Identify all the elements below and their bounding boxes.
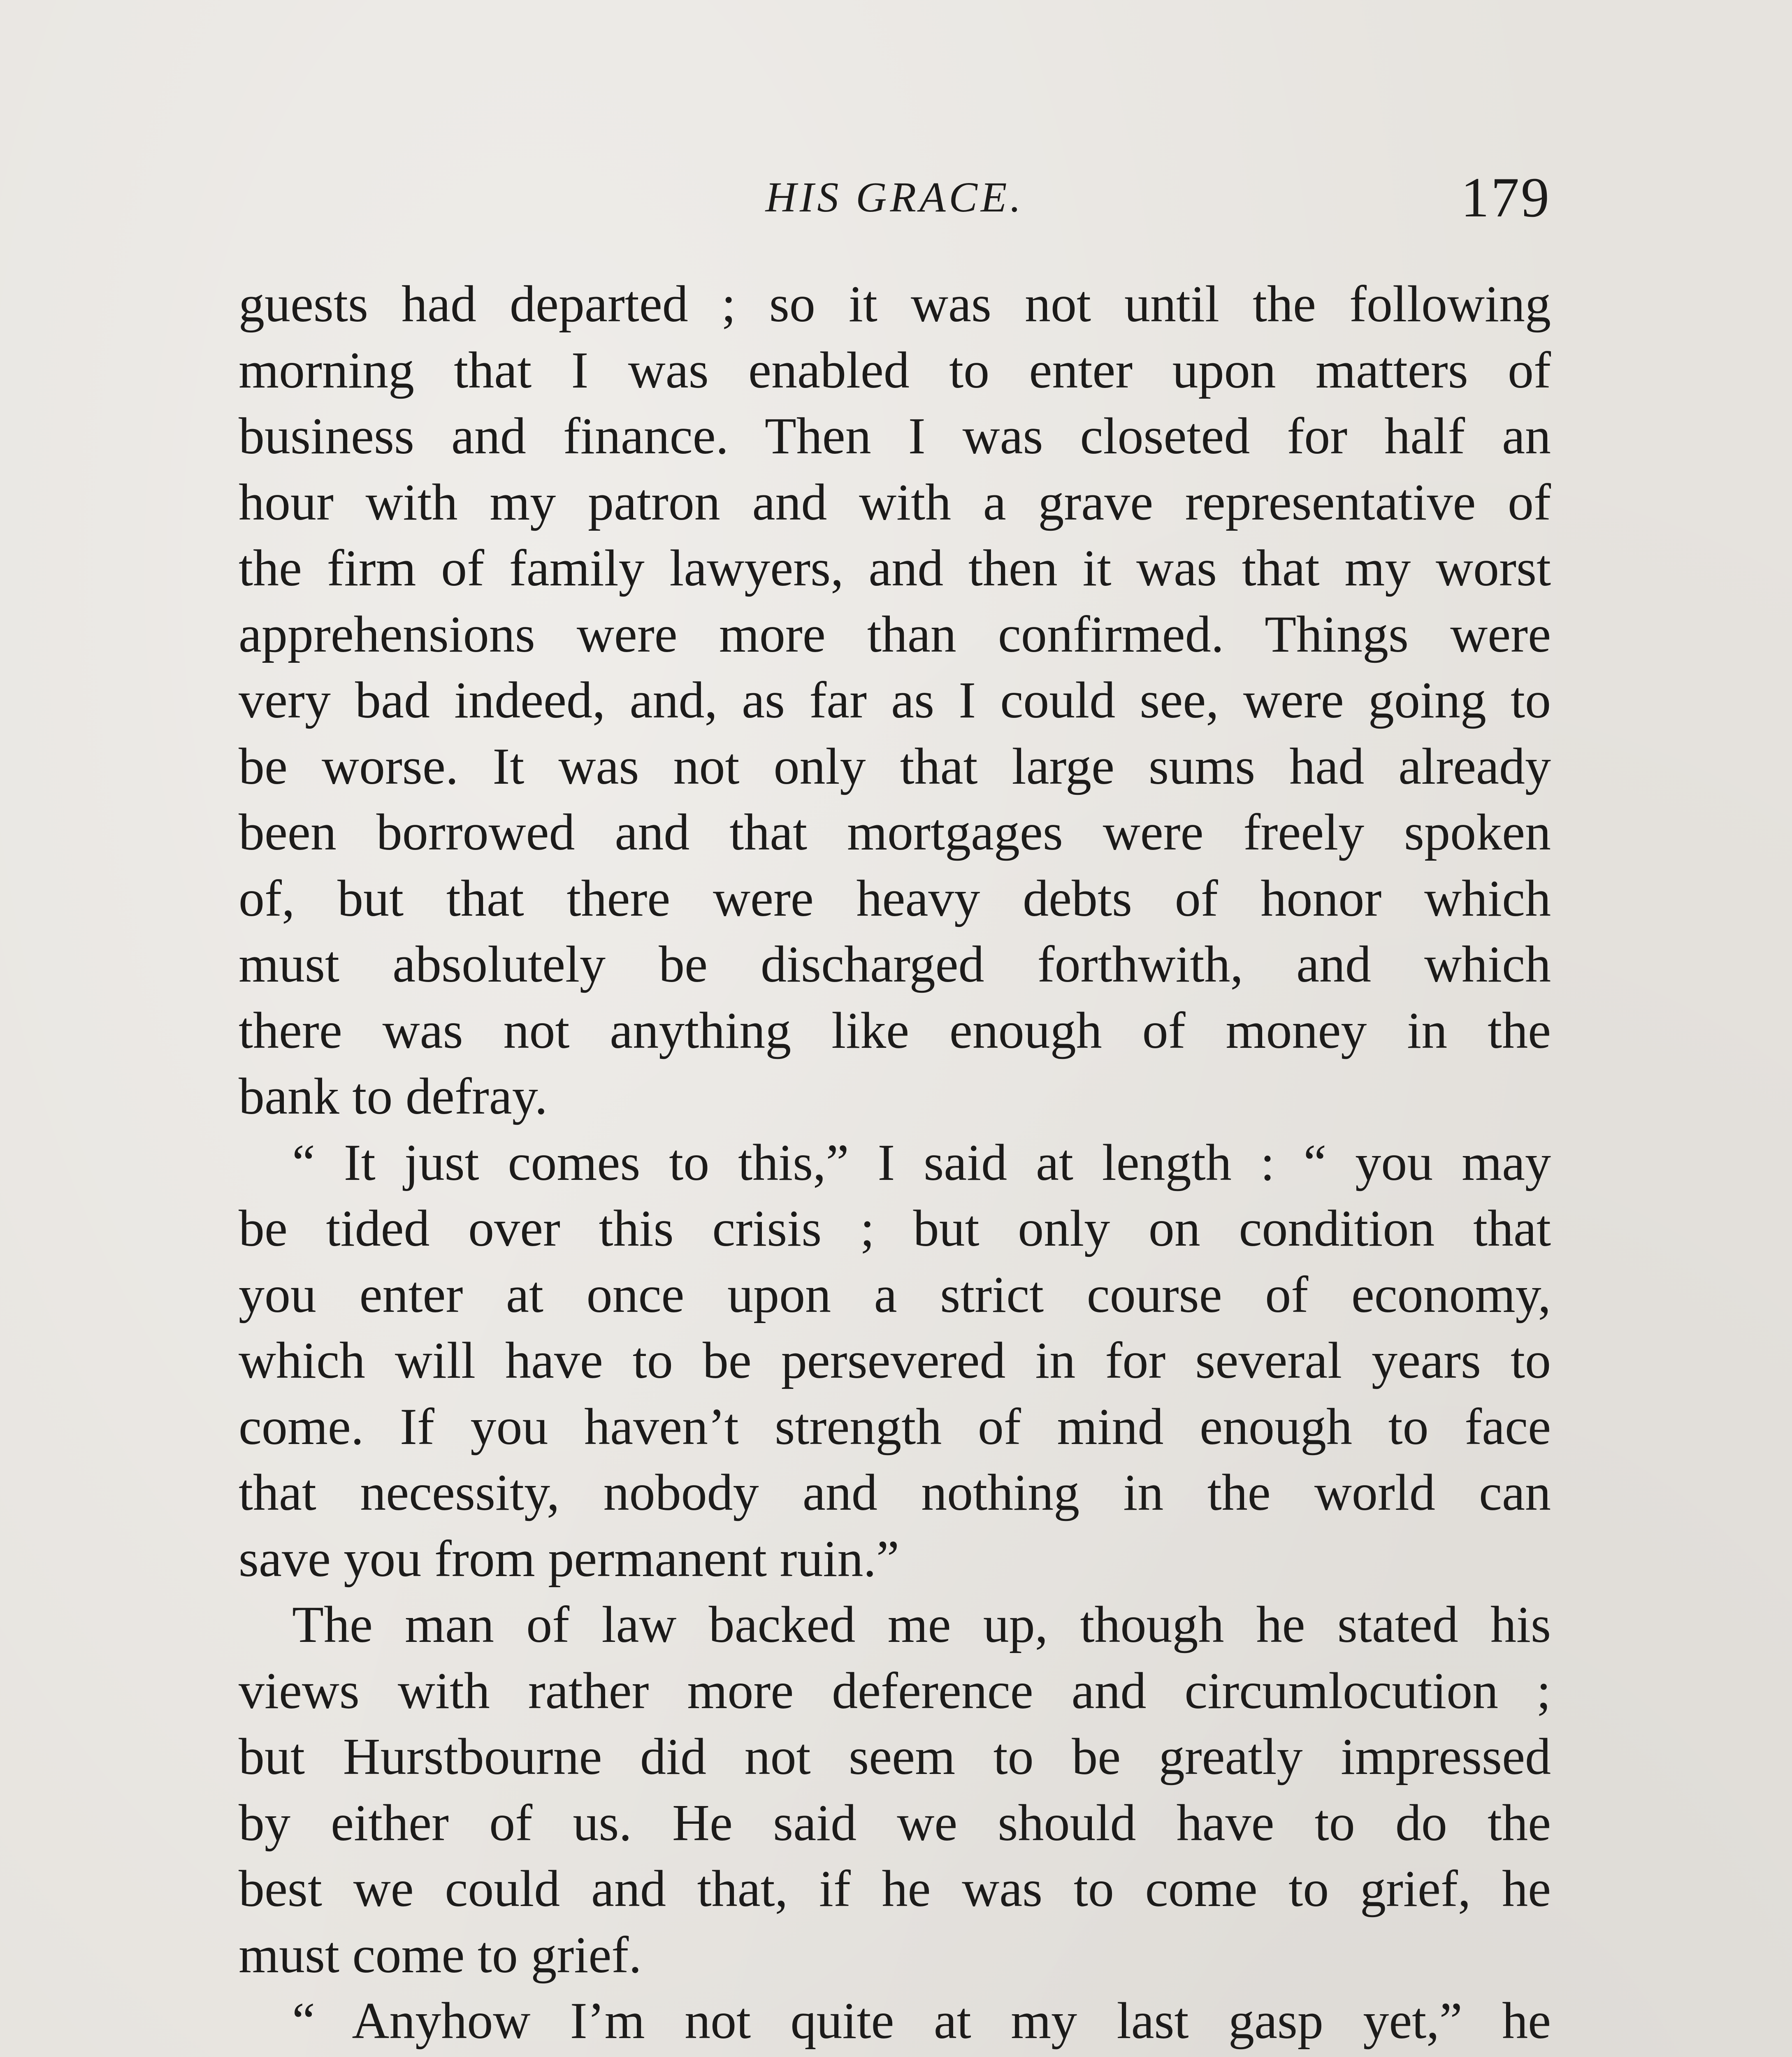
- text-line: bank to defray.: [239, 1068, 548, 1125]
- running-head: [239, 165, 1551, 234]
- text-line: very bad indeed, and, as far as I could see, were going to: [239, 672, 1551, 729]
- text-line: which will have to be persevered in for several years to: [239, 1332, 1551, 1389]
- text-line: the firm of family lawyers, and then it was that my worst: [239, 540, 1551, 597]
- text-line: “ Anyhow I’m not quite at my last gasp yet,” he: [292, 1992, 1551, 2050]
- text-line: that necessity, nobody and nothing in the world can: [239, 1464, 1551, 1521]
- page-number: 179: [1461, 166, 1551, 229]
- text-line: by either of us. He said we should have to do the: [239, 1794, 1551, 1852]
- text-line: but Hurstbourne did not seem to be greatly impressed: [239, 1728, 1551, 1785]
- text-line: “ It just comes to this,” I said at length : “ you may: [292, 1134, 1551, 1191]
- text-line: been borrowed and that mortgages were freely spoken: [239, 804, 1551, 861]
- text-line: must absolutely be discharged forthwith, and which: [239, 936, 1551, 993]
- text-line: best we could and that, if he was to come to grief, he: [239, 1860, 1551, 1918]
- text-line: views with rather more deference and circumlocution ;: [239, 1662, 1551, 1720]
- text-line: morning that I was enabled to enter upon matters of: [239, 341, 1551, 399]
- text-line: business and finance. Then I was closeted for half an: [239, 408, 1551, 465]
- text-line: hour with my patron and with a grave representative of: [239, 474, 1551, 531]
- text-line: there was not anything like enough of money in the: [239, 1002, 1551, 1059]
- text-line: [239, 2055, 1551, 2057]
- text-line: save you from permanent ruin.”: [239, 1530, 899, 1588]
- text-line: The man of law backed me up, though he stated his: [292, 1596, 1551, 1653]
- text-line: you enter at once upon a strict course of economy,: [239, 1266, 1551, 1323]
- text-line: be tided over this crisis ; but only on condition that: [239, 1200, 1551, 1257]
- running-title: HIS GRACE.: [765, 174, 1024, 221]
- text-line: of, but that there were heavy debts of honor which: [239, 870, 1551, 927]
- text-line: must come to grief.: [239, 1926, 642, 1984]
- text-line: guests had departed ; so it was not until the following: [239, 276, 1551, 333]
- text-line: apprehensions were more than confirmed. Things were: [239, 606, 1551, 663]
- text-line: come. If you haven’t strength of mind enough to face: [239, 1398, 1551, 1456]
- text-line: be worse. It was not only that large sums had already: [239, 738, 1551, 795]
- body-text: [239, 272, 1551, 2057]
